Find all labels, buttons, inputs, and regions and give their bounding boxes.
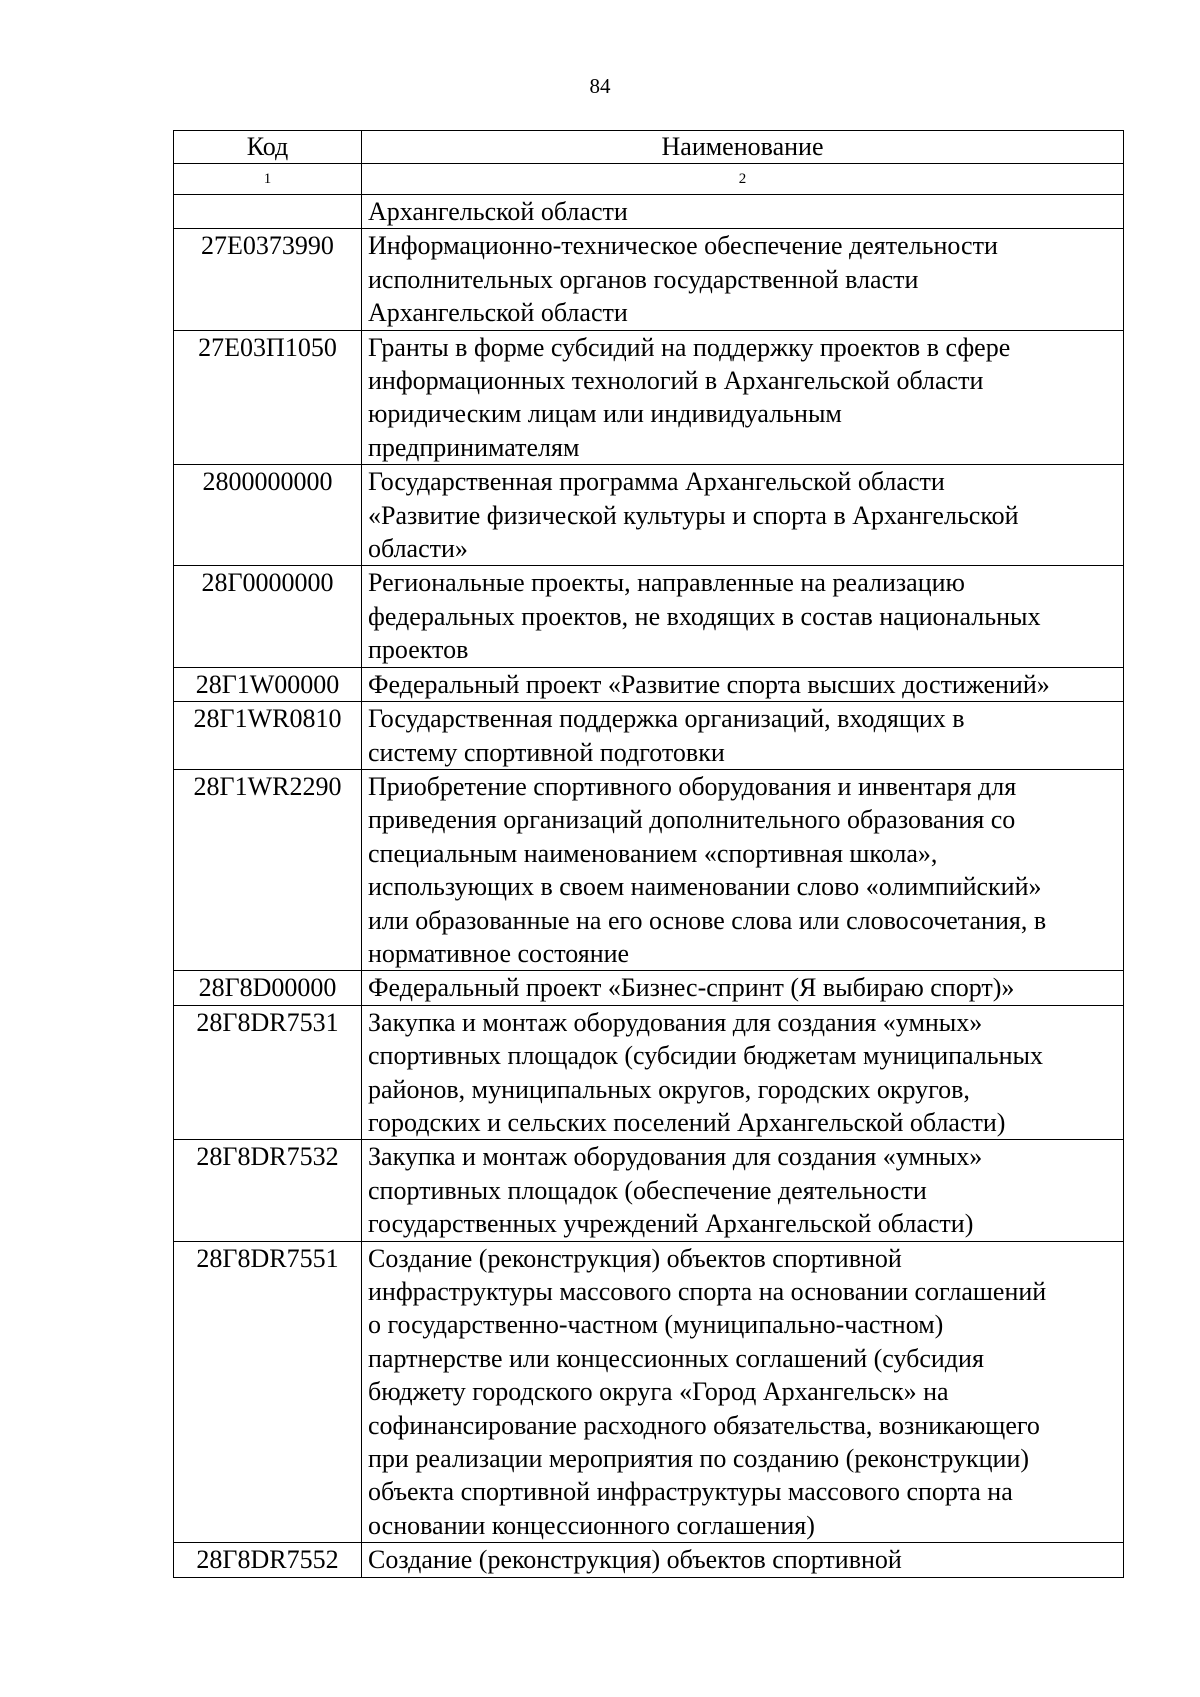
table-body xyxy=(174,195,1124,1578)
table-row xyxy=(174,330,1124,465)
name-cell xyxy=(362,702,1124,770)
table-row xyxy=(174,1005,1124,1140)
column-number-name: 2 xyxy=(362,164,1124,195)
code-cell: 28Г8DR7552 xyxy=(174,1543,362,1577)
budget-codes-table xyxy=(173,130,1124,1578)
name-line: городских и сельских поселений Архангельской области) xyxy=(368,1107,1006,1137)
table-row xyxy=(174,971,1124,1005)
name-line: Региональные проекты, направленные на реализацию xyxy=(368,568,965,598)
name-cell xyxy=(362,195,1124,229)
name-line: районов, муниципальных округов, городских округов, xyxy=(368,1074,970,1104)
table-row xyxy=(174,229,1124,330)
header-code: Код xyxy=(174,131,362,164)
code-cell: 28Г8DR7531 xyxy=(174,1005,362,1140)
code-cell: 28Г1WR0810 xyxy=(174,702,362,770)
name-line: «Развитие физической культуры и спорта в Архангельской xyxy=(368,500,1019,530)
name-cell xyxy=(362,1543,1124,1577)
name-line: Создание (реконструкция) объектов спортивной xyxy=(368,1545,902,1575)
name-line: предпринимателям xyxy=(368,432,580,462)
name-line: инфраструктуры массового спорта на основании соглашений xyxy=(368,1277,1047,1306)
code-cell: 27Е0373990 xyxy=(174,229,362,330)
page-number: 84 xyxy=(589,74,611,98)
name-cell xyxy=(362,971,1124,1005)
name-line: юридическим лицам или индивидуальным xyxy=(368,399,842,429)
name-line: софинансирование расходного обязательства, возникающего xyxy=(368,1410,1040,1440)
name-line: исполнительных органов государственной власти xyxy=(368,264,919,294)
name-line: основании концессионного соглашения) xyxy=(368,1510,815,1540)
name-line: информационных технологий в Архангельской области xyxy=(368,366,984,396)
name-line: спортивных площадок (субсидии бюджетам муниципальных xyxy=(368,1041,1044,1071)
name-line: Создание (реконструкция) объектов спортивной xyxy=(368,1243,902,1273)
name-cell xyxy=(362,229,1124,330)
table-row xyxy=(174,1241,1124,1543)
table-row xyxy=(174,1140,1124,1241)
code-cell: 27Е03П1050 xyxy=(174,330,362,465)
name-cell xyxy=(362,667,1124,701)
code-cell xyxy=(174,195,362,229)
name-line: проектов xyxy=(368,635,469,665)
name-line: Приобретение спортивного оборудования и инвентаря для xyxy=(368,771,1017,801)
table-row xyxy=(174,702,1124,770)
table-header-row xyxy=(174,131,1124,164)
table-row xyxy=(174,667,1124,701)
name-cell xyxy=(362,769,1124,970)
name-line: Информационно-техническое обеспечение деятельности xyxy=(368,231,998,261)
table-row xyxy=(174,195,1124,229)
name-line: при реализации мероприятия по созданию (реконструкции) xyxy=(368,1444,1030,1474)
table-row xyxy=(174,566,1124,667)
name-line: области» xyxy=(368,534,468,564)
name-line: Государственная программа Архангельской области xyxy=(368,467,945,497)
name-line: Государственная поддержка организаций, входящих в xyxy=(368,704,965,734)
name-cell xyxy=(362,1241,1124,1543)
column-number-code: 1 xyxy=(174,164,362,195)
name-line: Федеральный проект «Развитие спорта высших достижений» xyxy=(368,669,1050,699)
code-cell: 2800000000 xyxy=(174,465,362,566)
name-line: объекта спортивной инфраструктуры массового спорта на xyxy=(368,1477,1013,1507)
name-line: или образованные на его основе слова или словосочетания, в xyxy=(368,905,1047,935)
code-cell: 28Г1WR2290 xyxy=(174,769,362,970)
name-line: Закупка и монтаж оборудования для создания «умных» xyxy=(368,1142,983,1172)
name-line: о государственно-частном (муниципально-частном) xyxy=(368,1310,944,1340)
code-cell: 28Г8DR7551 xyxy=(174,1241,362,1543)
name-cell xyxy=(362,566,1124,667)
name-line: федеральных проектов, не входящих в состав национальных xyxy=(368,601,1041,631)
table-row xyxy=(174,769,1124,970)
table-row xyxy=(174,1543,1124,1577)
name-cell xyxy=(362,465,1124,566)
name-cell xyxy=(362,330,1124,465)
header-name: Наименование xyxy=(362,131,1124,164)
code-cell: 28Г0000000 xyxy=(174,566,362,667)
name-line: систему спортивной подготовки xyxy=(368,737,725,767)
name-cell xyxy=(362,1140,1124,1241)
name-line: Федеральный проект «Бизнес-спринт (Я выбираю спорт)» xyxy=(368,973,1015,1003)
code-cell: 28Г8DR7532 xyxy=(174,1140,362,1241)
table-row xyxy=(174,465,1124,566)
name-line: Гранты в форме субсидий на поддержку проектов в сфере xyxy=(368,332,1011,362)
name-cell xyxy=(362,1005,1124,1140)
name-line: специальным наименованием «спортивная школа», xyxy=(368,838,938,868)
name-line: партнерстве или концессионных соглашений (субсидия xyxy=(368,1343,984,1373)
name-line: спортивных площадок (обеспечение деятельности xyxy=(368,1175,927,1205)
column-number-row xyxy=(174,164,1124,195)
name-line: Архангельской области xyxy=(368,197,628,226)
name-line: бюджету городского округа «Город Архангельск» на xyxy=(368,1377,949,1407)
name-line: приведения организаций дополнительного образования со xyxy=(368,805,1016,835)
code-cell: 28Г1W00000 xyxy=(174,667,362,701)
name-line: государственных учреждений Архангельской области) xyxy=(368,1209,974,1239)
code-cell: 28Г8D00000 xyxy=(174,971,362,1005)
name-line: Закупка и монтаж оборудования для создания «умных» xyxy=(368,1007,983,1037)
name-line: нормативное состояние xyxy=(368,938,630,968)
name-line: Архангельской области xyxy=(368,298,628,328)
name-line: использующих в своем наименовании слово «олимпийский» xyxy=(368,872,1042,902)
